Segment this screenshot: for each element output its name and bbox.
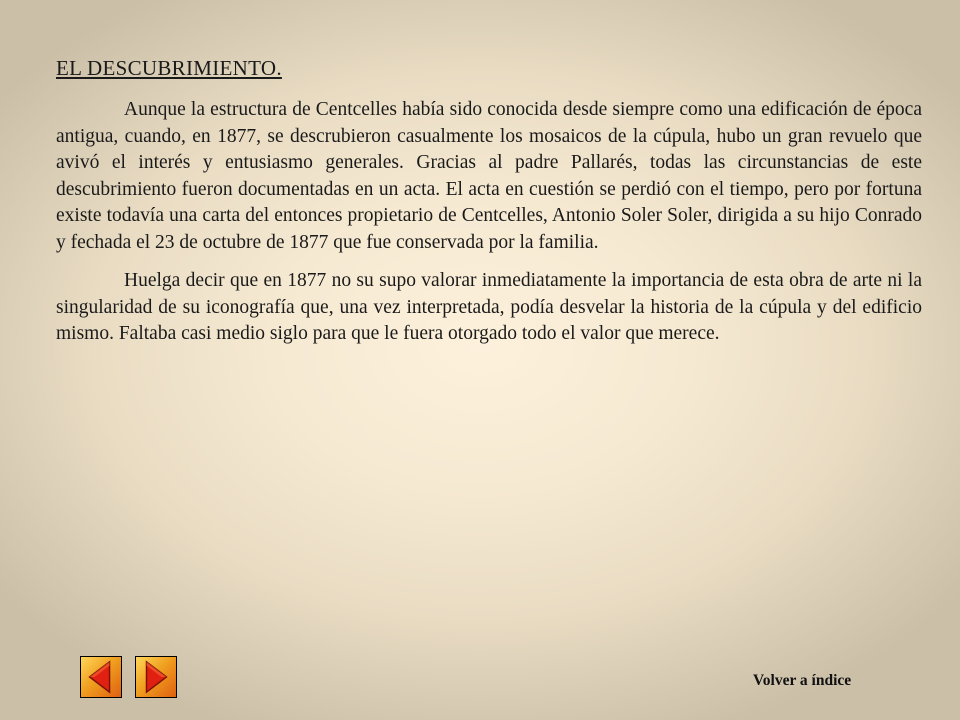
next-page-button[interactable] bbox=[135, 656, 177, 698]
paragraph-valuation: Huelga decir que en 1877 no su supo valorar inmediatamente la importancia de esta obra de arte ni la singularidad de su iconografía que, una vez interpretada, podía desvelar la historia de la cúpula y del edificio mismo. Faltaba casi medio siglo para que le fuera otorgado todo el valor que merece. bbox=[56, 270, 922, 344]
document-body bbox=[56, 56, 922, 360]
previous-page-button[interactable] bbox=[80, 656, 122, 698]
page-title: EL DESCUBRIMIENTO. bbox=[56, 56, 282, 80]
navigation-buttons bbox=[80, 656, 178, 698]
arrow-left-icon bbox=[81, 657, 121, 697]
back-to-index-link[interactable]: Volver a índice bbox=[753, 672, 852, 689]
arrow-right-icon bbox=[136, 657, 176, 697]
paragraph-discovery: Aunque la estructura de Centcelles había sido conocida desde siempre como una edificación de época antigua, cuando, en 1877, se descrubieron casualmente los mosaicos de la cúpula, hubo un gran revuelo que avivó el interés y entusiasmo generales. Gracias al padre Pallarés, todas las circunstancias de este descubrimiento fueron documentadas en un acta. El acta en cuestión se perdió con el tiempo, pero por fortuna existe todavía una carta del entonces propietario de Centcelles, Antonio Soler Soler, dirigida a su hijo Conrado y fechada el 23 de octubre de 1877 que fue conservada por la familia. bbox=[56, 99, 922, 253]
